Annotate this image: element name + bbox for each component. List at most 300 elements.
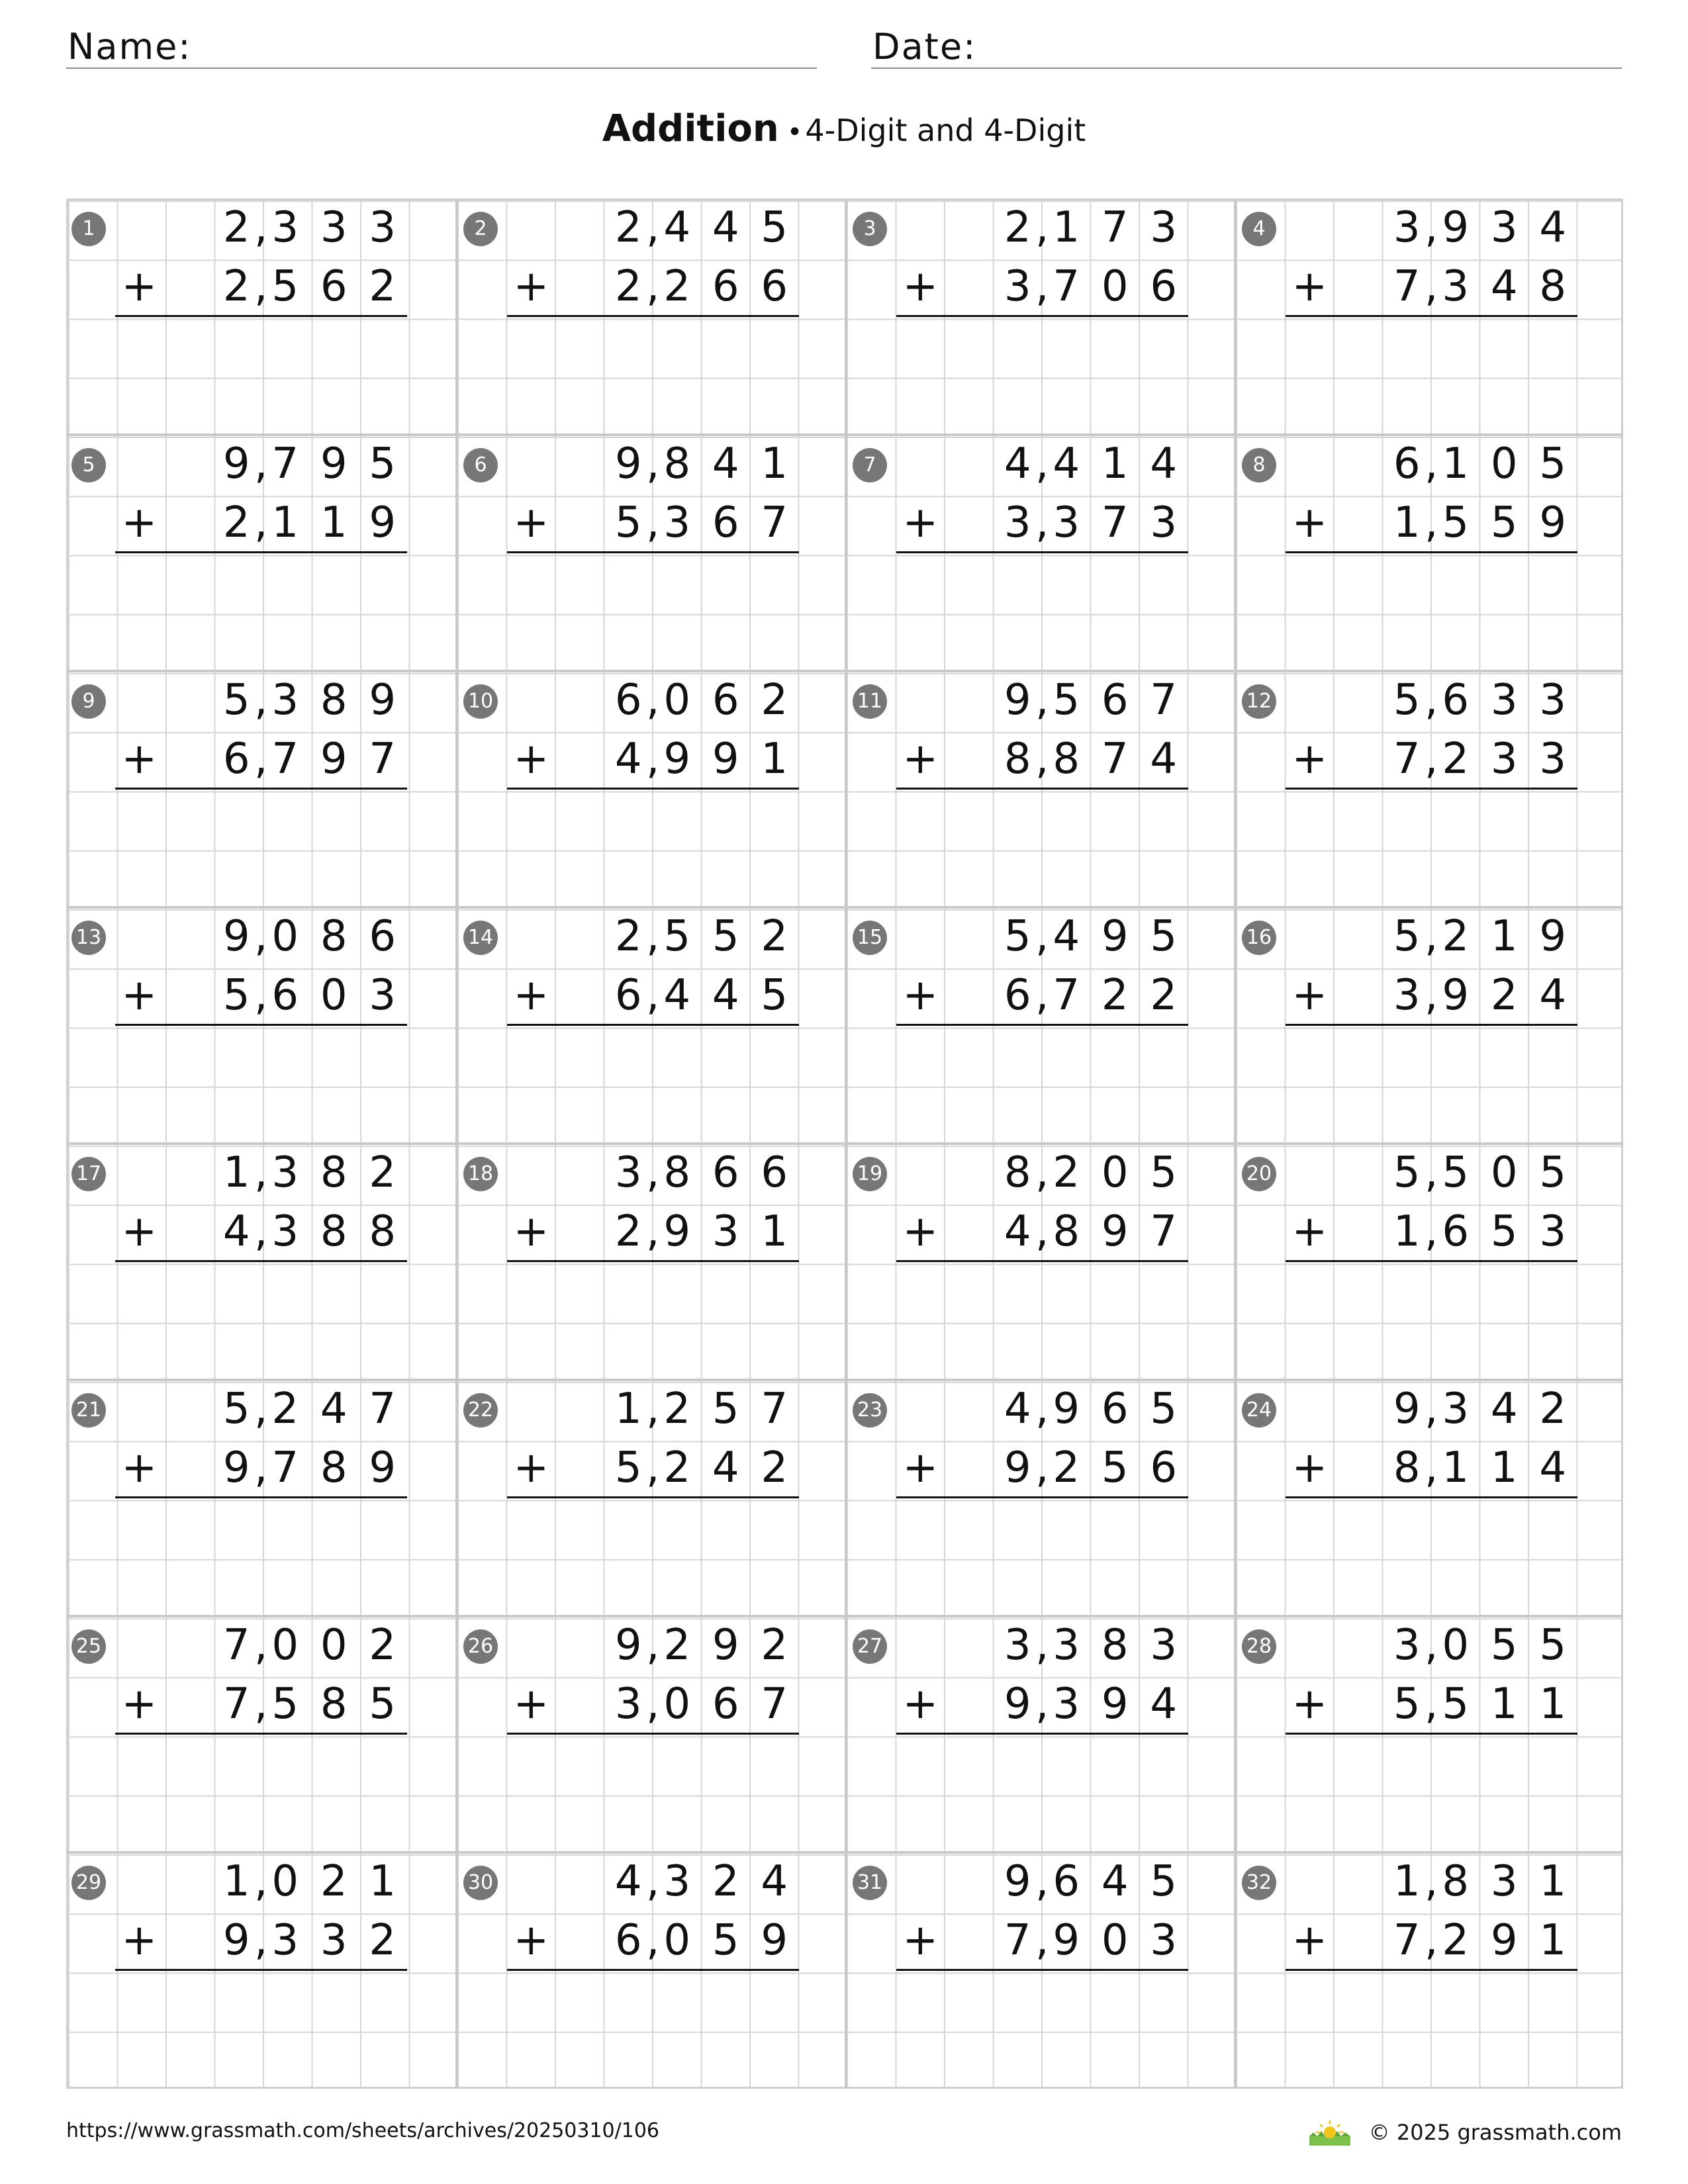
problem-number-badge: 18 — [463, 1157, 498, 1191]
bottom-number-comma: , — [1035, 971, 1049, 1021]
bottom-number-digit: 4 — [1539, 971, 1567, 1021]
top-number-comma: , — [1425, 1148, 1438, 1197]
bottom-number-digit: 6 — [222, 735, 250, 784]
sum-line — [115, 1260, 407, 1262]
top-number-comma: , — [646, 203, 660, 252]
top-number-digit: 4 — [1539, 203, 1567, 252]
top-number-digit: 5 — [1393, 1148, 1421, 1197]
sum-line — [115, 551, 407, 553]
top-number-digit: 3 — [1150, 203, 1178, 252]
bottom-number-comma: , — [1425, 971, 1438, 1021]
sum-line — [896, 1024, 1188, 1026]
top-number-digit: 9 — [1004, 1857, 1031, 1906]
top-number-digit: 4 — [614, 1857, 642, 1906]
top-number-digit: 9 — [614, 439, 642, 488]
bottom-number-digit: 5 — [222, 971, 250, 1021]
bottom-number-digit: 5 — [614, 498, 642, 548]
bottom-number-digit: 8 — [1393, 1443, 1421, 1493]
top-number-digit: 6 — [761, 1148, 788, 1197]
plus-sign: + — [902, 1916, 939, 1965]
bottom-number-digit: 3 — [1393, 971, 1421, 1021]
bottom-number-comma: , — [1425, 1443, 1438, 1493]
top-number-digit: 3 — [614, 1148, 642, 1197]
sum-line — [1286, 551, 1577, 553]
bottom-number-digit: 2 — [369, 262, 397, 312]
problem-2 — [455, 199, 845, 435]
bottom-number-digit: 6 — [614, 1916, 642, 1966]
problem-number-badge: 10 — [463, 684, 498, 719]
top-number-digit: 6 — [712, 1148, 739, 1197]
top-number-digit: 2 — [663, 1385, 691, 1433]
bottom-number-digit: 8 — [1053, 1207, 1080, 1257]
problem-31 — [845, 1852, 1234, 2089]
bottom-number-digit: 4 — [1004, 1207, 1031, 1257]
top-number-comma: , — [254, 439, 268, 488]
bottom-number-comma: , — [1425, 1916, 1438, 1966]
bottom-number-comma: , — [646, 1443, 660, 1493]
bottom-number-digit: 0 — [1101, 262, 1129, 312]
problem-number-badge: 11 — [853, 684, 887, 719]
bottom-number-comma: , — [1425, 262, 1438, 312]
top-number-digit: 7 — [369, 1385, 397, 1433]
top-number-digit: 4 — [1004, 439, 1031, 488]
bottom-number-digit: 2 — [222, 498, 250, 548]
bottom-number-comma: , — [254, 262, 268, 312]
sum-line — [507, 551, 799, 553]
bottom-number-comma: , — [1425, 1207, 1438, 1257]
bottom-number-digit: 3 — [320, 1916, 348, 1966]
plus-sign: + — [902, 498, 939, 547]
top-number-digit: 0 — [271, 1621, 299, 1670]
problem-number-badge: 32 — [1242, 1866, 1276, 1900]
bottom-number-digit: 6 — [1442, 1207, 1470, 1257]
top-number-digit: 8 — [1442, 1857, 1470, 1906]
top-number-digit: 5 — [369, 439, 397, 488]
top-number-digit: 5 — [1150, 1857, 1178, 1906]
top-number-comma: , — [1425, 203, 1438, 252]
bottom-number-digit: 5 — [1442, 498, 1470, 548]
problem-number-badge: 28 — [1242, 1629, 1276, 1664]
bottom-number-comma: , — [646, 1680, 660, 1729]
bottom-number-digit: 9 — [761, 1916, 788, 1966]
top-number-digit: 0 — [1490, 439, 1518, 488]
top-number-digit: 9 — [222, 439, 250, 488]
bottom-number-digit: 7 — [761, 498, 788, 548]
problem-number-badge: 8 — [1242, 448, 1276, 482]
sum-line — [1286, 1496, 1577, 1498]
top-number-digit: 3 — [1150, 1621, 1178, 1670]
top-number-digit: 5 — [663, 912, 691, 961]
top-number-digit: 3 — [1442, 1385, 1470, 1433]
bottom-number-digit: 7 — [1053, 262, 1080, 312]
top-number-digit: 2 — [1539, 1385, 1567, 1433]
worksheet-title — [0, 106, 1688, 156]
bottom-number-digit: 2 — [614, 262, 642, 312]
plus-sign: + — [902, 1680, 939, 1729]
copyright-text: © 2025 grassmath.com — [1368, 2120, 1622, 2145]
plus-sign: + — [121, 1443, 158, 1492]
problem-number-badge: 27 — [853, 1629, 887, 1664]
plus-sign: + — [121, 262, 158, 311]
bottom-number-digit: 4 — [712, 1443, 739, 1493]
top-number-comma: , — [1035, 1148, 1049, 1197]
top-number-digit: 2 — [761, 676, 788, 725]
top-number-digit: 2 — [761, 912, 788, 961]
problem-16 — [1234, 907, 1623, 1144]
bottom-number-digit: 9 — [1004, 1680, 1031, 1729]
bottom-number-digit: 4 — [1150, 735, 1178, 784]
top-number-digit: 3 — [1393, 1621, 1421, 1670]
bottom-number-digit: 9 — [1442, 971, 1470, 1021]
bottom-number-digit: 5 — [761, 971, 788, 1021]
top-number-digit: 1 — [614, 1385, 642, 1433]
plus-sign: + — [121, 1916, 158, 1965]
bottom-number-digit: 3 — [1150, 1916, 1178, 1966]
date-field[interactable] — [871, 26, 1622, 69]
bottom-number-comma: , — [254, 1207, 268, 1257]
top-number-digit: 8 — [1004, 1148, 1031, 1197]
sum-line — [896, 551, 1188, 553]
plus-sign: + — [1291, 1443, 1328, 1492]
plus-sign: + — [121, 1680, 158, 1729]
bottom-number-digit: 3 — [271, 1207, 299, 1257]
bottom-number-digit: 4 — [614, 735, 642, 784]
sum-line — [115, 1969, 407, 1971]
plus-sign: + — [1291, 1680, 1328, 1729]
bottom-number-digit: 3 — [1539, 735, 1567, 784]
problem-32 — [1234, 1852, 1623, 2089]
problem-8 — [1234, 435, 1623, 671]
top-number-comma: , — [1425, 1857, 1438, 1906]
title-main: Addition — [602, 107, 779, 150]
top-number-comma: , — [1035, 1857, 1049, 1906]
top-number-digit: 4 — [663, 203, 691, 252]
problem-3 — [845, 199, 1234, 435]
plus-sign: + — [121, 1207, 158, 1256]
plus-sign: + — [902, 1443, 939, 1492]
sum-line — [115, 1024, 407, 1026]
plus-sign: + — [513, 971, 549, 1020]
plus-sign: + — [121, 971, 158, 1020]
top-number-comma: , — [1035, 676, 1049, 725]
plus-sign: + — [1291, 971, 1328, 1020]
bottom-number-comma: , — [254, 1443, 268, 1493]
bottom-number-digit: 7 — [1393, 735, 1421, 784]
problem-number-badge: 21 — [71, 1393, 106, 1428]
problem-28 — [1234, 1616, 1623, 1852]
bottom-number-digit: 0 — [663, 1680, 691, 1729]
top-number-digit: 6 — [369, 912, 397, 961]
top-number-digit: 1 — [1442, 439, 1470, 488]
top-number-digit: 5 — [1539, 1621, 1567, 1670]
top-number-comma: , — [254, 1857, 268, 1906]
problem-number-badge: 31 — [853, 1866, 887, 1900]
plus-sign: + — [902, 262, 939, 311]
bottom-number-digit: 8 — [320, 1207, 348, 1257]
top-number-comma: , — [254, 1148, 268, 1197]
top-number-digit: 4 — [761, 1857, 788, 1906]
top-number-comma: , — [254, 203, 268, 252]
top-number-digit: 1 — [1053, 203, 1080, 252]
bottom-number-digit: 1 — [1490, 1443, 1518, 1493]
problem-number-badge: 1 — [71, 212, 106, 246]
bottom-number-digit: 1 — [320, 498, 348, 548]
bottom-number-digit: 5 — [271, 1680, 299, 1729]
bottom-number-digit: 3 — [1539, 1207, 1567, 1257]
top-number-digit: 2 — [614, 203, 642, 252]
bottom-number-digit: 7 — [1393, 1916, 1421, 1966]
sum-line — [896, 315, 1188, 317]
bottom-number-digit: 3 — [1004, 262, 1031, 312]
top-number-digit: 7 — [761, 1385, 788, 1433]
top-number-digit: 3 — [663, 1857, 691, 1906]
problem-number-badge: 13 — [71, 921, 106, 955]
sum-line — [507, 788, 799, 790]
top-number-digit: 3 — [271, 1148, 299, 1197]
sum-line — [896, 1496, 1188, 1498]
top-number-digit: 0 — [271, 1857, 299, 1906]
top-number-digit: 8 — [663, 1148, 691, 1197]
top-number-comma: , — [646, 1857, 660, 1906]
top-number-digit: 2 — [1004, 203, 1031, 252]
plus-sign: + — [121, 498, 158, 547]
bottom-number-digit: 1 — [271, 498, 299, 548]
top-number-digit: 0 — [271, 912, 299, 961]
bottom-number-digit: 3 — [1053, 1680, 1080, 1729]
bottom-number-comma: , — [646, 971, 660, 1021]
top-number-comma: , — [646, 676, 660, 725]
top-number-digit: 3 — [1490, 676, 1518, 725]
problem-number-badge: 29 — [71, 1866, 106, 1900]
bottom-number-digit: 1 — [1393, 498, 1421, 548]
plus-sign: + — [902, 735, 939, 784]
sum-line — [507, 1733, 799, 1735]
top-number-digit: 4 — [1490, 1385, 1518, 1433]
top-number-digit: 9 — [320, 439, 348, 488]
bottom-number-digit: 0 — [320, 971, 348, 1021]
problem-4 — [1234, 199, 1623, 435]
top-number-digit: 9 — [1442, 203, 1470, 252]
top-number-comma: , — [1035, 1621, 1049, 1670]
top-number-comma: , — [1425, 676, 1438, 725]
top-number-digit: 9 — [1004, 676, 1031, 725]
bottom-number-digit: 9 — [1490, 1916, 1518, 1966]
bottom-number-comma: , — [254, 735, 268, 784]
top-number-comma: , — [1035, 439, 1049, 488]
top-number-digit: 2 — [663, 1621, 691, 1670]
problem-grid — [66, 199, 1623, 2089]
bottom-number-digit: 9 — [663, 1207, 691, 1257]
bottom-number-digit: 1 — [1490, 1680, 1518, 1729]
bottom-number-comma: , — [646, 262, 660, 312]
problem-13 — [66, 907, 455, 1144]
problem-18 — [455, 1144, 845, 1380]
problem-14 — [455, 907, 845, 1144]
bottom-number-digit: 2 — [761, 1443, 788, 1493]
problem-number-badge: 14 — [463, 921, 498, 955]
bottom-number-digit: 5 — [1490, 498, 1518, 548]
plus-sign: + — [902, 1207, 939, 1256]
sun-over-grass-icon — [1307, 2118, 1353, 2147]
top-number-digit: 5 — [1442, 1148, 1470, 1197]
problem-number-badge: 3 — [853, 212, 887, 246]
problem-7 — [845, 435, 1234, 671]
bottom-number-digit: 6 — [712, 1680, 739, 1729]
plus-sign: + — [513, 735, 549, 784]
sum-line — [1286, 788, 1577, 790]
bottom-number-digit: 6 — [712, 498, 739, 548]
top-number-digit: 9 — [1393, 1385, 1421, 1433]
sum-line — [896, 1260, 1188, 1262]
bottom-number-digit: 5 — [1101, 1443, 1129, 1493]
top-number-digit: 7 — [271, 439, 299, 488]
bottom-number-digit: 7 — [1150, 1207, 1178, 1257]
bottom-number-digit: 9 — [1101, 1207, 1129, 1257]
top-number-digit: 1 — [1490, 912, 1518, 961]
top-number-digit: 5 — [1393, 912, 1421, 961]
bottom-number-digit: 9 — [1539, 498, 1567, 548]
bottom-number-digit: 4 — [1490, 262, 1518, 312]
problem-29 — [66, 1852, 455, 2089]
bottom-number-digit: 3 — [1490, 735, 1518, 784]
bottom-number-digit: 6 — [761, 262, 788, 312]
problem-27 — [845, 1616, 1234, 1852]
bottom-number-digit: 3 — [1442, 262, 1470, 312]
top-number-digit: 1 — [222, 1857, 250, 1906]
top-number-digit: 3 — [1004, 1621, 1031, 1670]
problem-number-badge: 19 — [853, 1157, 887, 1191]
bottom-number-digit: 5 — [1393, 1680, 1421, 1729]
bottom-number-digit: 4 — [1150, 1680, 1178, 1729]
bottom-number-digit: 6 — [1150, 262, 1178, 312]
name-field[interactable] — [66, 26, 817, 69]
bottom-number-comma: , — [254, 498, 268, 548]
sum-line — [507, 1969, 799, 1971]
top-number-digit: 6 — [614, 676, 642, 725]
bottom-number-comma: , — [1035, 1680, 1049, 1729]
bottom-number-digit: 2 — [1150, 971, 1178, 1021]
bottom-number-digit: 2 — [1101, 971, 1129, 1021]
bottom-number-comma: , — [1035, 498, 1049, 548]
bottom-number-comma: , — [646, 1207, 660, 1257]
bottom-number-digit: 7 — [271, 735, 299, 784]
top-number-comma: , — [1035, 1385, 1049, 1433]
bottom-number-digit: 7 — [1053, 971, 1080, 1021]
bottom-number-digit: 8 — [1004, 735, 1031, 784]
problem-1 — [66, 199, 455, 435]
top-number-digit: 3 — [1393, 203, 1421, 252]
top-number-digit: 1 — [1393, 1857, 1421, 1906]
problem-number-badge: 22 — [463, 1393, 498, 1428]
top-number-digit: 6 — [1393, 439, 1421, 488]
top-number-digit: 3 — [271, 676, 299, 725]
top-number-digit: 4 — [1150, 439, 1178, 488]
title-subtitle: 4-Digit and 4-Digit — [805, 113, 1086, 148]
plus-sign: + — [1291, 498, 1328, 547]
top-number-digit: 4 — [1053, 439, 1080, 488]
sum-line — [115, 1733, 407, 1735]
top-number-digit: 3 — [271, 203, 299, 252]
bottom-number-digit: 8 — [320, 1443, 348, 1493]
bottom-number-digit: 6 — [1004, 971, 1031, 1021]
sum-line — [507, 1260, 799, 1262]
sum-line — [115, 788, 407, 790]
bottom-number-digit: 2 — [1442, 735, 1470, 784]
bottom-number-comma: , — [1035, 262, 1049, 312]
plus-sign: + — [1291, 1916, 1328, 1965]
sum-line — [896, 1969, 1188, 1971]
top-number-digit: 2 — [761, 1621, 788, 1670]
plus-sign: + — [121, 735, 158, 784]
bottom-number-digit: 3 — [1150, 498, 1178, 548]
problem-number-badge: 23 — [853, 1393, 887, 1428]
problem-30 — [455, 1852, 845, 2089]
bottom-number-digit: 4 — [222, 1207, 250, 1257]
bottom-number-comma: , — [646, 735, 660, 784]
bottom-number-digit: 6 — [1150, 1443, 1178, 1493]
footer-branding — [1307, 2118, 1622, 2147]
top-number-digit: 9 — [1539, 912, 1567, 961]
bottom-number-digit: 3 — [712, 1207, 739, 1257]
sum-line — [896, 788, 1188, 790]
bottom-number-digit: 2 — [1053, 1443, 1080, 1493]
bottom-number-comma: , — [1035, 735, 1049, 784]
problem-number-badge: 2 — [463, 212, 498, 246]
top-number-digit: 6 — [1101, 1385, 1129, 1433]
top-number-comma: , — [646, 439, 660, 488]
bottom-number-digit: 4 — [663, 971, 691, 1021]
top-number-digit: 5 — [712, 912, 739, 961]
bottom-number-digit: 9 — [712, 735, 739, 784]
top-number-digit: 5 — [222, 676, 250, 725]
problem-23 — [845, 1380, 1234, 1616]
problem-6 — [455, 435, 845, 671]
top-number-digit: 5 — [1004, 912, 1031, 961]
sum-line — [896, 1733, 1188, 1735]
top-number-digit: 3 — [1490, 1857, 1518, 1906]
bottom-number-comma: , — [1425, 1680, 1438, 1729]
problem-number-badge: 7 — [853, 448, 887, 482]
top-number-digit: 2 — [222, 203, 250, 252]
plus-sign: + — [513, 1207, 549, 1256]
bottom-number-digit: 3 — [369, 971, 397, 1021]
top-number-comma: , — [1425, 439, 1438, 488]
bottom-number-digit: 3 — [271, 1916, 299, 1966]
top-number-digit: 2 — [320, 1857, 348, 1906]
bottom-number-digit: 2 — [222, 262, 250, 312]
problem-number-badge: 16 — [1242, 921, 1276, 955]
problem-number-badge: 20 — [1242, 1157, 1276, 1191]
bottom-number-digit: 9 — [369, 1443, 397, 1493]
bottom-number-digit: 7 — [222, 1680, 250, 1729]
bottom-number-digit: 7 — [1393, 262, 1421, 312]
problem-number-badge: 24 — [1242, 1393, 1276, 1428]
bottom-number-digit: 9 — [320, 735, 348, 784]
problem-number-badge: 30 — [463, 1866, 498, 1900]
top-number-comma: , — [646, 1385, 660, 1433]
problem-12 — [1234, 671, 1623, 907]
top-number-comma: , — [646, 1148, 660, 1197]
problem-11 — [845, 671, 1234, 907]
bottom-number-digit: 5 — [614, 1443, 642, 1493]
problem-9 — [66, 671, 455, 907]
bottom-number-digit: 2 — [663, 1443, 691, 1493]
problem-5 — [66, 435, 455, 671]
top-number-digit: 9 — [1053, 1385, 1080, 1433]
top-number-digit: 5 — [1539, 439, 1567, 488]
top-number-comma: , — [254, 1385, 268, 1433]
top-number-digit: 7 — [1150, 676, 1178, 725]
